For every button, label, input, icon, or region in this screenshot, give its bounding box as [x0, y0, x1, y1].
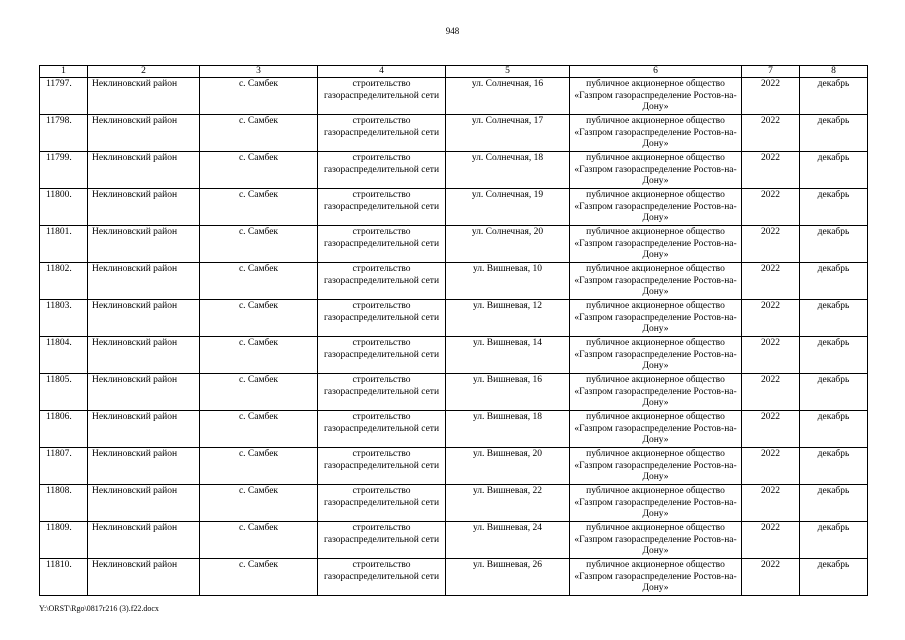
organization-cell: публичное акционерное общество «Газпром газораспределение Ростов-на-Дону»	[570, 78, 742, 115]
address-cell: ул. Солнечная, 16	[446, 78, 570, 115]
month-cell: декабрь	[800, 522, 868, 559]
row-number-cell: 11810.	[40, 559, 88, 596]
work-type-cell: строительство газораспределительной сети	[318, 300, 446, 337]
locality-cell: с. Самбек	[200, 337, 318, 374]
locality-cell: с. Самбек	[200, 152, 318, 189]
organization-cell: публичное акционерное общество «Газпром газораспределение Ростов-на-Дону»	[570, 263, 742, 300]
year-cell: 2022	[742, 374, 800, 411]
column-header: 5	[446, 66, 570, 78]
year-cell: 2022	[742, 263, 800, 300]
address-cell: ул. Вишневая, 14	[446, 337, 570, 374]
work-type-cell: строительство газораспределительной сети	[318, 559, 446, 596]
row-number-cell: 11808.	[40, 485, 88, 522]
work-type-cell: строительство газораспределительной сети	[318, 337, 446, 374]
organization-cell: публичное акционерное общество «Газпром газораспределение Ростов-на-Дону»	[570, 189, 742, 226]
year-cell: 2022	[742, 78, 800, 115]
table-row	[40, 337, 868, 374]
year-cell: 2022	[742, 485, 800, 522]
locality-cell: с. Самбек	[200, 300, 318, 337]
organization-cell: публичное акционерное общество «Газпром газораспределение Ростов-на-Дону»	[570, 411, 742, 448]
column-header: 2	[88, 66, 200, 78]
locality-cell: с. Самбек	[200, 189, 318, 226]
year-cell: 2022	[742, 522, 800, 559]
organization-cell: публичное акционерное общество «Газпром газораспределение Ростов-на-Дону»	[570, 522, 742, 559]
district-cell: Неклиновский район	[88, 448, 200, 485]
column-header: 7	[742, 66, 800, 78]
column-header: 3	[200, 66, 318, 78]
organization-cell: публичное акционерное общество «Газпром газораспределение Ростов-на-Дону»	[570, 226, 742, 263]
table-row	[40, 300, 868, 337]
district-cell: Неклиновский район	[88, 152, 200, 189]
district-cell: Неклиновский район	[88, 374, 200, 411]
month-cell: декабрь	[800, 78, 868, 115]
month-cell: декабрь	[800, 559, 868, 596]
year-cell: 2022	[742, 448, 800, 485]
table-row	[40, 115, 868, 152]
table-row	[40, 522, 868, 559]
district-cell: Неклиновский район	[88, 115, 200, 152]
address-cell: ул. Вишневая, 16	[446, 374, 570, 411]
table-row	[40, 411, 868, 448]
page-number: 948	[445, 26, 460, 36]
row-number-cell: 11809.	[40, 522, 88, 559]
table-row	[40, 448, 868, 485]
organization-cell: публичное акционерное общество «Газпром газораспределение Ростов-на-Дону»	[570, 300, 742, 337]
row-number-cell: 11807.	[40, 448, 88, 485]
month-cell: декабрь	[800, 374, 868, 411]
year-cell: 2022	[742, 559, 800, 596]
organization-cell: публичное акционерное общество «Газпром газораспределение Ростов-на-Дону»	[570, 374, 742, 411]
district-cell: Неклиновский район	[88, 522, 200, 559]
month-cell: декабрь	[800, 485, 868, 522]
address-cell: ул. Солнечная, 20	[446, 226, 570, 263]
row-number-cell: 11803.	[40, 300, 88, 337]
year-cell: 2022	[742, 337, 800, 374]
year-cell: 2022	[742, 300, 800, 337]
locality-cell: с. Самбек	[200, 263, 318, 300]
locality-cell: с. Самбек	[200, 559, 318, 596]
month-cell: декабрь	[800, 189, 868, 226]
row-number-cell: 11800.	[40, 189, 88, 226]
locality-cell: с. Самбек	[200, 411, 318, 448]
row-number-cell: 11806.	[40, 411, 88, 448]
address-cell: ул. Вишневая, 18	[446, 411, 570, 448]
column-header: 8	[800, 66, 868, 78]
file-path-footer: Y:\ORST\Rgo\0817r216 (3).f22.docx	[39, 604, 159, 613]
address-cell: ул. Вишневая, 12	[446, 300, 570, 337]
work-type-cell: строительство газораспределительной сети	[318, 374, 446, 411]
table-row	[40, 226, 868, 263]
locality-cell: с. Самбек	[200, 485, 318, 522]
table-row	[40, 485, 868, 522]
locality-cell: с. Самбек	[200, 226, 318, 263]
address-cell: ул. Вишневая, 26	[446, 559, 570, 596]
table-row	[40, 189, 868, 226]
locality-cell: с. Самбек	[200, 374, 318, 411]
organization-cell: публичное акционерное общество «Газпром газораспределение Ростов-на-Дону»	[570, 152, 742, 189]
organization-cell: публичное акционерное общество «Газпром газораспределение Ростов-на-Дону»	[570, 115, 742, 152]
work-type-cell: строительство газораспределительной сети	[318, 189, 446, 226]
organization-cell: публичное акционерное общество «Газпром газораспределение Ростов-на-Дону»	[570, 337, 742, 374]
work-type-cell: строительство газораспределительной сети	[318, 522, 446, 559]
work-type-cell: строительство газораспределительной сети	[318, 115, 446, 152]
organization-cell: публичное акционерное общество «Газпром газораспределение Ростов-на-Дону»	[570, 485, 742, 522]
district-cell: Неклиновский район	[88, 263, 200, 300]
year-cell: 2022	[742, 152, 800, 189]
table-row	[40, 374, 868, 411]
row-number-cell: 11799.	[40, 152, 88, 189]
address-cell: ул. Вишневая, 22	[446, 485, 570, 522]
row-number-cell: 11801.	[40, 226, 88, 263]
address-cell: ул. Солнечная, 18	[446, 152, 570, 189]
column-number-row	[40, 66, 868, 78]
district-cell: Неклиновский район	[88, 559, 200, 596]
work-type-cell: строительство газораспределительной сети	[318, 226, 446, 263]
district-cell: Неклиновский район	[88, 189, 200, 226]
row-number-cell: 11805.	[40, 374, 88, 411]
locality-cell: с. Самбек	[200, 78, 318, 115]
district-cell: Неклиновский район	[88, 411, 200, 448]
month-cell: декабрь	[800, 337, 868, 374]
locality-cell: с. Самбек	[200, 115, 318, 152]
registry-table	[39, 65, 868, 596]
year-cell: 2022	[742, 411, 800, 448]
column-header: 1	[40, 66, 88, 78]
row-number-cell: 11797.	[40, 78, 88, 115]
month-cell: декабрь	[800, 115, 868, 152]
column-header: 6	[570, 66, 742, 78]
work-type-cell: строительство газораспределительной сети	[318, 152, 446, 189]
month-cell: декабрь	[800, 263, 868, 300]
address-cell: ул. Солнечная, 17	[446, 115, 570, 152]
table-row	[40, 559, 868, 596]
month-cell: декабрь	[800, 411, 868, 448]
month-cell: декабрь	[800, 448, 868, 485]
address-cell: ул. Солнечная, 19	[446, 189, 570, 226]
organization-cell: публичное акционерное общество «Газпром газораспределение Ростов-на-Дону»	[570, 559, 742, 596]
table-row	[40, 263, 868, 300]
row-number-cell: 11798.	[40, 115, 88, 152]
year-cell: 2022	[742, 189, 800, 226]
work-type-cell: строительство газораспределительной сети	[318, 448, 446, 485]
district-cell: Неклиновский район	[88, 300, 200, 337]
row-number-cell: 11804.	[40, 337, 88, 374]
row-number-cell: 11802.	[40, 263, 88, 300]
table-row	[40, 152, 868, 189]
registry-rows	[40, 78, 868, 596]
district-cell: Неклиновский район	[88, 337, 200, 374]
district-cell: Неклиновский район	[88, 78, 200, 115]
district-cell: Неклиновский район	[88, 226, 200, 263]
month-cell: декабрь	[800, 152, 868, 189]
year-cell: 2022	[742, 115, 800, 152]
locality-cell: с. Самбек	[200, 448, 318, 485]
work-type-cell: строительство газораспределительной сети	[318, 411, 446, 448]
organization-cell: публичное акционерное общество «Газпром газораспределение Ростов-на-Дону»	[570, 448, 742, 485]
year-cell: 2022	[742, 226, 800, 263]
table-row	[40, 78, 868, 115]
work-type-cell: строительство газораспределительной сети	[318, 485, 446, 522]
month-cell: декабрь	[800, 300, 868, 337]
month-cell: декабрь	[800, 226, 868, 263]
work-type-cell: строительство газораспределительной сети	[318, 78, 446, 115]
work-type-cell: строительство газораспределительной сети	[318, 263, 446, 300]
column-header: 4	[318, 66, 446, 78]
address-cell: ул. Вишневая, 24	[446, 522, 570, 559]
locality-cell: с. Самбек	[200, 522, 318, 559]
district-cell: Неклиновский район	[88, 485, 200, 522]
address-cell: ул. Вишневая, 20	[446, 448, 570, 485]
address-cell: ул. Вишневая, 10	[446, 263, 570, 300]
